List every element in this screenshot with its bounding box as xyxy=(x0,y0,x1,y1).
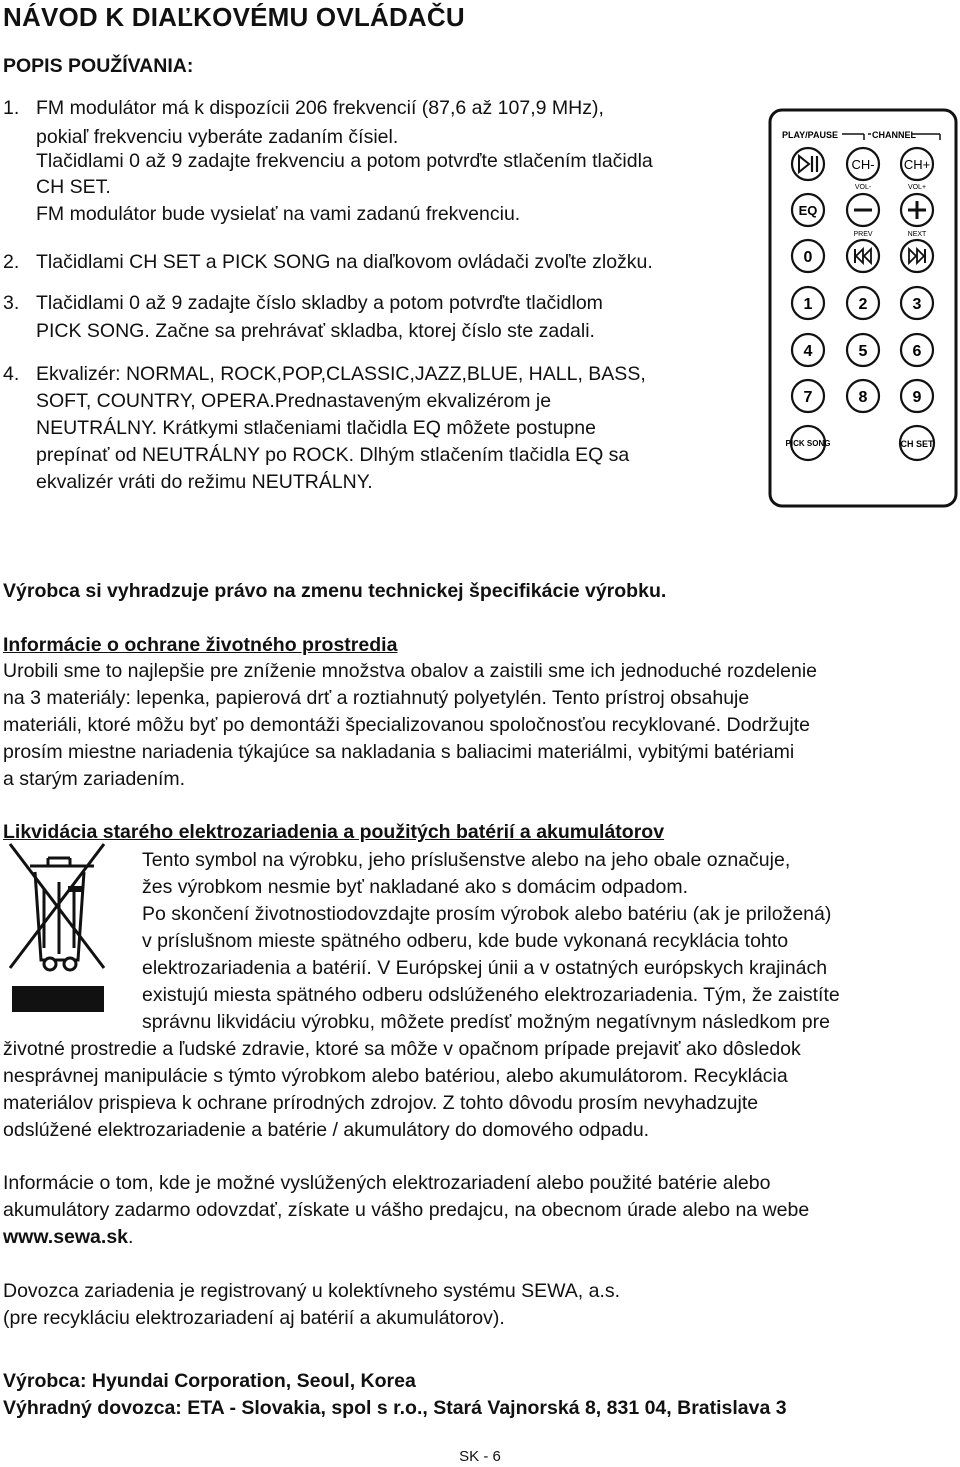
crossed-out-bin-icon xyxy=(8,842,108,1014)
list-item-1 xyxy=(3,94,743,244)
list-item-4 xyxy=(3,360,743,500)
play-pause-label: PLAY/PAUSE xyxy=(782,130,839,140)
ch-plus-label: CH+ xyxy=(903,157,931,172)
remote-control-illustration xyxy=(768,108,958,508)
item-line: prepínať od NEUTRÁLNY po ROCK. Dlhým stlačením tlačidla EQ sa xyxy=(36,444,630,466)
list-item-3 xyxy=(3,289,743,349)
zero-button[interactable] xyxy=(792,240,824,272)
importer-paragraph xyxy=(3,1278,620,1332)
manufacturer-line: Výrobca: Hyundai Corporation, Seoul, Korea xyxy=(3,1370,416,1392)
item-number: 2. xyxy=(3,251,20,273)
vol-plus-button[interactable] xyxy=(901,194,933,226)
section-subtitle: POPIS POUŽÍVANIA: xyxy=(3,55,194,77)
paragraph-line: materiálov prispieva k ochrane prírodných zdrojov. Z tohto dôvodu prosím nevyhadzujte xyxy=(3,1092,759,1114)
page-number: SK - 6 xyxy=(459,1448,501,1465)
ch-minus-button[interactable] xyxy=(847,148,879,180)
digit-label: 9 xyxy=(912,389,922,406)
paragraph-line: akumulátory zadarmo odovzdať, získate u vášho predajcu, na obecnom úrade alebo na webe xyxy=(3,1199,810,1221)
paragraph-line: žes výrobkom nesmie byť nakladané ako s domácim odpadom. xyxy=(142,876,688,898)
paragraph-line: v príslušnom mieste spätného odberu, kde bude vykonaná recyklácia tohto xyxy=(142,930,789,952)
digit-label: 5 xyxy=(858,343,868,360)
digit-label: 6 xyxy=(912,343,922,360)
item-line: NEUTRÁLNY. Krátkymi stlačeniami tlačidla EQ môžete postupne xyxy=(36,417,596,439)
item-line: SOFT, COUNTRY, OPERA.Prednastaveným ekvalizérom je xyxy=(36,390,552,412)
url-suffix: . xyxy=(128,1226,134,1248)
ch-set-button[interactable] xyxy=(900,426,934,460)
paragraph-line: existujú miesta spätného odberu odslúženého elektrozariadenia. Tým, že zaistíte xyxy=(142,984,840,1006)
vol-plus-label: VOL+ xyxy=(907,184,927,191)
next-button[interactable] xyxy=(901,240,933,272)
website-link[interactable]: www.sewa.sk xyxy=(3,1226,129,1248)
item-line: FM modulátor bude vysielať na vami zadanú frekvenciu. xyxy=(36,203,521,225)
paragraph-line: Tento symbol na výrobku, jeho príslušenstve alebo na jeho obale označuje, xyxy=(142,849,791,871)
item-number: 3. xyxy=(3,292,20,314)
paragraph-line: (pre recykláciu elektrozariadení aj batérií a akumulátorov). xyxy=(3,1307,505,1329)
disposal-indented-paragraph xyxy=(142,847,840,1036)
eq-label: EQ xyxy=(798,203,818,218)
url-line xyxy=(3,1224,809,1251)
paragraph-line: elektrozariadenia a batérií. V Európskej únii a v ostatných európskych krajinách xyxy=(142,957,828,979)
spec-notice: Výrobca si vyhradzuje právo na zmenu technickej špecifikácie výrobku. xyxy=(3,580,667,602)
item-line: Tlačidlami 0 až 9 zadajte frekvenciu a potom potvrďte stlačením tlačidla xyxy=(36,150,653,172)
item-line: FM modulátor má k dispozícii 206 frekvencií (87,6 až 107,9 MHz), xyxy=(36,97,604,119)
list-item-2 xyxy=(3,248,763,278)
digit-label: 7 xyxy=(803,389,813,406)
item-line: Ekvalizér: NORMAL, ROCK,POP,CLASSIC,JAZZ,BLUE, HALL, BASS, xyxy=(36,363,646,385)
paragraph-line: Dovozca zariadenia je registrovaný u kolektívneho systému SEWA, a.s. xyxy=(3,1280,621,1302)
eq-button[interactable] xyxy=(792,194,824,226)
paragraph-line: odslúžené elektrozariadenie a batérie / akumulátory do domového odpadu. xyxy=(3,1119,650,1141)
digit-2-button[interactable] xyxy=(847,287,879,319)
item-line: Tlačidlami 0 až 9 zadajte číslo skladby a potom potvrďte tlačidlom xyxy=(36,292,603,314)
env-paragraph xyxy=(3,658,817,793)
digit-7-button[interactable] xyxy=(792,380,824,412)
paragraph-line: nesprávnej manipulácie s týmto výrobkom alebo batériou, alebo akumulátorom. Recyklácia xyxy=(3,1065,788,1087)
digit-label: 1 xyxy=(803,296,813,313)
paragraph-line: životné prostredie a ľudské zdravie, ktoré sa môže v opačnom prípade prejaviť ako dôsledok xyxy=(3,1038,801,1060)
item-number: 1. xyxy=(3,97,20,119)
paragraph-line: na 3 materiály: lepenka, papierová drť a roztiahnutý polyetylén. Tento prístroj obsahuje xyxy=(3,687,750,709)
prev-button[interactable] xyxy=(847,240,879,272)
vol-minus-label: VOL- xyxy=(854,184,872,191)
item-line: pokiaľ frekvenciu vyberáte zadaním čísiel. xyxy=(36,126,399,148)
digit-label: 3 xyxy=(912,296,922,313)
paragraph-line: a starým zariadením. xyxy=(3,768,186,790)
ch-plus-button[interactable] xyxy=(901,148,933,180)
exclusive-importer-line: Výhradný dovozca: ETA - Slovakia, spol s r.o., Stará Vajnorská 8, 831 04, Bratislava 3 xyxy=(3,1397,787,1419)
channel-label: CHANNEL xyxy=(872,130,916,140)
paragraph-line: prosím miestne nariadenia týkajúce sa nakladania s baliacimi materiálmi, vybitými batériami xyxy=(3,741,795,763)
paragraph-line: materiáli, ktoré môžu byť po demontáži špecializovanou spoločnosťou recyklované. Dodržujte xyxy=(3,714,810,736)
digit-5-button[interactable] xyxy=(847,334,879,366)
digit-4-button[interactable] xyxy=(792,334,824,366)
digit-8-button[interactable] xyxy=(847,380,879,412)
zero-label: 0 xyxy=(803,249,813,266)
digit-label: 8 xyxy=(858,389,868,406)
prev-label: PREV xyxy=(853,231,873,238)
page-title: NÁVOD K DIAĽKOVÉMU OVLÁDAČU xyxy=(3,2,465,32)
item-line: PICK SONG. Začne sa prehrávať skladba, ktorej číslo ste zadali. xyxy=(36,320,595,342)
paragraph-line: správnu likvidáciu výrobku, môžete predísť možným negatívnym následkom pre xyxy=(142,1011,830,1033)
disposal-full-paragraph xyxy=(3,1036,801,1144)
next-label: NEXT xyxy=(907,231,927,238)
digit-label: 4 xyxy=(803,343,813,360)
item-line: Tlačidlami CH SET a PICK SONG na diaľkovom ovládači zvoľte zložku. xyxy=(36,251,653,273)
digit-6-button[interactable] xyxy=(901,334,933,366)
item-line: CH SET. xyxy=(36,176,111,198)
paragraph-line: Po skončení životnostiodovzdajte prosím výrobok alebo batériu (ak je priložená) xyxy=(142,903,832,925)
disposal-heading: Likvidácia starého elektrozariadenia a použitých batérií a akumulátorov xyxy=(3,821,665,843)
item-line: ekvalizér vráti do režimu NEUTRÁLNY. xyxy=(36,471,373,493)
info-paragraph xyxy=(3,1170,809,1251)
digit-label: 2 xyxy=(858,296,868,313)
item-number: 4. xyxy=(3,363,20,385)
env-heading: Informácie o ochrane životného prostredia xyxy=(3,634,398,656)
ch-set-label: CH SET xyxy=(900,439,934,449)
paragraph-line: Informácie o tom, kde je možné vyslúžených elektrozariadení alebo použité batérie alebo xyxy=(3,1172,771,1194)
digit-3-button[interactable] xyxy=(901,287,933,319)
pick-song-label: PICK SONG xyxy=(785,439,831,448)
digit-9-button[interactable] xyxy=(901,380,933,412)
paragraph-line: Urobili sme to najlepšie pre zníženie množstva obalov a zaistili sme ich jednoduché rozdelenie xyxy=(3,660,818,682)
ch-minus-label: CH- xyxy=(851,157,875,172)
digit-1-button[interactable] xyxy=(792,287,824,319)
play-pause-button[interactable] xyxy=(792,148,824,180)
vol-minus-button[interactable] xyxy=(847,194,879,226)
